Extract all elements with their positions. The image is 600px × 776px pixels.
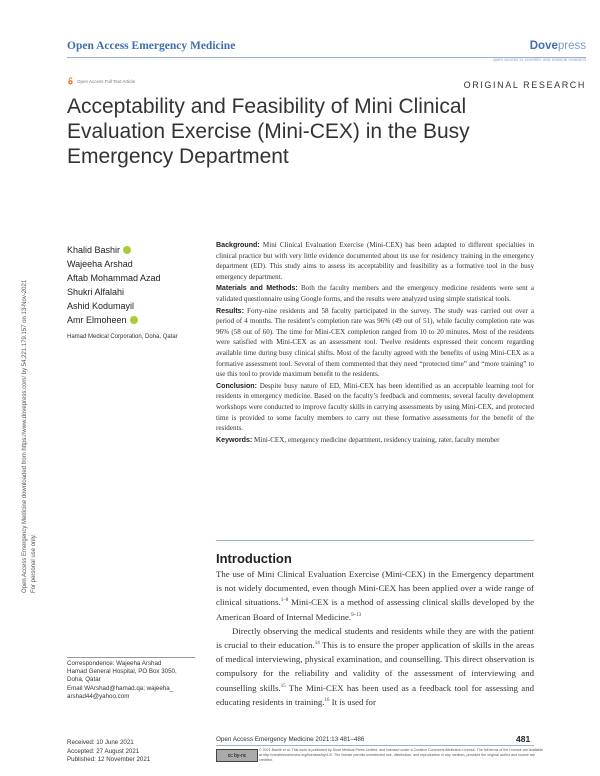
keywords-label: Keywords: [216,435,253,444]
publisher-tagline: open access to scientific and medical research [492,57,586,62]
footer-citation: Open Access Emergency Medicine 2021:13 481–486 [216,736,365,743]
author-item [67,243,161,257]
keywords: Mini-CEX, emergency medicine department, residency training, rater, faculty member [254,435,500,444]
abstract-results: Forty-nine residents and 58 faculty participated in the survey. The study was carried out over a period of 4 months. The resident’s completion rate was 96% (49 out of 51), while faculty completion rate was 96% (58 out of 60). The time for Mini-CEX completion ranged from 10 to 20 minutes. Most of the residents were satisfied with Mini-CEX as an assessment tool. Twelve residents expressed their concern regarding available time during busy clinical shifts. Most of the faculty agreed with the benefits of using Mini-CEX as a formative assessment tool. Several of them commented that they need “protected time” and “more training” to use this tool to provide maximum benefit to the residents. [216,306,534,379]
journal-name: Open Access Emergency Medicine [67,40,236,52]
abstract-methods-label: Materials and Methods: [216,284,298,293]
abstract [216,240,534,446]
citation-link[interactable]: 1–8 [280,598,289,604]
author-name: Ashid Kodumayil [67,301,135,311]
open-access-badge [67,77,135,85]
abstract-background-label: Background: [216,241,260,249]
citation-link[interactable]: 9–13 [351,612,362,618]
article-dates [67,739,150,765]
author-item [67,299,161,313]
abstract-background: Mini Clinical Evaluation Exercise (Mini-CEX) has been adapted to different specialties in clinical practice but with very little evidence documented about its use for residency training in the emergency department (ED). This study aims to assess its acceptability and feasibility as a formative tool in the busy emergency department. [216,241,534,281]
citation-link[interactable]: 15 [280,683,286,689]
intro-text: This is to ensure the proper application of skills in the areas of medical interviewing, physical examination, and counselling. This direct observation is compulsory for the reliability and validity of the assessment of interviewing and counselling skills. [216,640,535,693]
author-name: Wajeeha Arshad [67,259,133,269]
correspondence-divider [67,657,195,658]
published-date: Published: 12 November 2021 [67,756,151,763]
introduction-heading: Introduction [216,551,292,566]
author-item [67,271,161,285]
author-name: Shukri Alfalahi [67,287,125,297]
brand-light: press [557,40,586,52]
intro-text: The use of Mini Clinical Evaluation Exercise (Mini-CEX) in the Emergency department is not widely documented, even though Mini-CEX has been applied over a wide range of clinical situations. [216,569,534,608]
open-lock-icon [67,77,74,85]
footer-divider [216,745,534,746]
correspondence-email[interactable]: arshad44@yahoo.com [67,692,130,700]
correspondence-line: Doha, Qatar [67,676,101,684]
author-item [67,285,161,299]
abstract-divider [216,540,534,541]
intro-text: The Mini-CEX has been used as a feedback tool for assessing and educating residents in training. [216,682,534,707]
section-label: ORIGINAL RESEARCH [463,80,586,90]
author-list [67,243,161,327]
abstract-conclusion-label: Conclusion: [216,381,257,390]
intro-text: Directly observing the medical students and residents while they are with the patient is crucial to their education. [216,625,534,651]
introduction-body [216,567,534,709]
correspondence-line: Correspondence: Wajeeha Arshad [67,660,162,667]
publisher-logo [530,40,586,52]
open-access-label: Open Access Full Text Article [77,78,135,84]
download-side-note [8,148,78,598]
correspondence [67,660,197,701]
brand-bold: Dove [529,40,558,52]
author-item [67,257,161,271]
citation-link[interactable]: 14 [314,641,320,647]
affiliation: Hamad Medical Corporation, Doha, Qatar [67,334,178,340]
received-date: Received: 10 June 2021 [67,739,134,746]
abstract-methods: Both the faculty members and the emergency medicine residents were sent a validated questionnaire using Google forms, and the results were analyzed using simple statistical tools. [216,284,534,303]
author-name: Khalid Bashir [67,245,121,255]
author-name: Amr Elmoheen [67,315,127,325]
abstract-results-label: Results: [216,306,244,315]
accepted-date: Accepted: 27 August 2021 [67,747,140,755]
orcid-icon[interactable] [123,246,131,254]
intro-text: It is used for [329,696,376,707]
abstract-conclusion: Despite busy nature of ED, Mini-CEX has been identified as an acceptable learning tool for residents in emergency medicine. Based on the faculty’s feedback and comments, several faculty development workshops were conducted to improve faculty skills in carrying assessments by using Mini-CEX, and protected time is provided to some faculty members to carry out these formative assessments for the benefit of the residents. [216,381,534,433]
article-title: Acceptability and Feasibility of Mini Clinical Evaluation Exercise (Mini-CEX) in the Busy Emergency Department [67,95,470,168]
correspondence-email[interactable]: Email WArshad@hamad.qa; wajeeha_ [67,684,174,692]
citation-link[interactable]: 16 [324,697,330,703]
orcid-icon[interactable] [130,316,138,324]
intro-text: Mini-CEX is a method of assessing clinical skills developed by the American Board of Internal Medicine. [216,597,534,622]
license-text: © 2021 Bashir et al. This work is published by Dove Medical Press Limited, and licensed under a Creative Commons Attribution License. The full terms of the License are available at http://creativecommons.org/licenses/by/4.0/. The license permits unrestricted use, distribution, and reproduction in any medium, provided the original author and source are credited. [259,748,544,762]
author-item [67,313,161,327]
side-note-line1: Open Access Emergency Medicine downloaded from https://www.dovepress.com/ by 54.221.179.157 on 13-Nov-2021 [22,279,28,593]
side-note-line2: For personal use only. [31,534,37,593]
author-name: Aftab Mohammad Azad [67,273,161,283]
cc-license-icon[interactable]: cc by-nc [216,749,258,762]
correspondence-line: Hamad General Hospital, PO Box 3050, [67,668,177,676]
page-number: 481 [516,734,531,744]
header-divider [67,57,586,58]
